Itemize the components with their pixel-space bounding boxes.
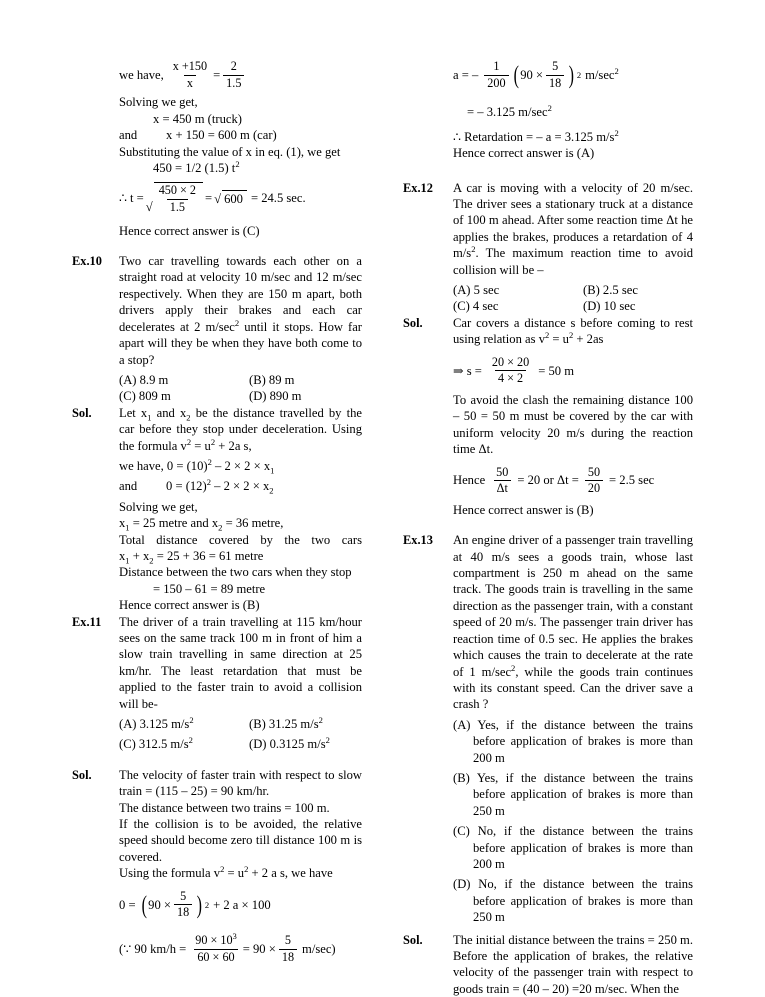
x-truck-value: x = 450 m (truck): [153, 111, 242, 126]
equation-a-equals: a = – $\frac{1}{200}$ ( 90 × $\frac{5}{18}$ ) 2 $m/\sec^2$: [453, 59, 619, 90]
option-a[interactable]: [119, 716, 249, 732]
superscript-2: 2: [207, 456, 212, 467]
relation-intro: Car covers a distance s before coming to rest using relation as v: [453, 315, 693, 347]
equals-sign-2: =: [205, 191, 213, 206]
example-11-block: [72, 614, 362, 753]
solution-11-line-1: The velocity of faster train with respect to slow train = (115 – 25) = 90 km/hr.: [119, 767, 362, 799]
solution-10-sum: [119, 548, 362, 564]
hence-answer-b: Hence correct answer is (B): [453, 502, 594, 517]
square-root-450x2-over-1point5: [146, 182, 203, 214]
equation-450: [119, 160, 362, 176]
example-13-option-b[interactable]: (B) Yes, if the distance between the trains before application of brakes is more than 250 m: [453, 770, 693, 818]
subscript-1: 1: [147, 412, 152, 423]
fraction-denominator: 60 × 60: [194, 949, 237, 965]
superscript-2: 2: [325, 735, 330, 746]
solution-12-block: [403, 315, 693, 518]
option-b[interactable]: (B) 2.5 sec: [583, 282, 638, 297]
square-root-600: [214, 190, 247, 206]
left-paren: (: [513, 59, 519, 89]
superscript-2b: 2: [244, 864, 249, 875]
example-11-label: Ex.11: [72, 614, 102, 629]
solution-11-block: [72, 767, 362, 964]
fraction-denominator: 18: [174, 904, 192, 920]
example-10-body: [119, 253, 362, 405]
result-text: = – 3.125 m/sec: [467, 105, 548, 120]
equation-hence-delta-t: [453, 466, 693, 496]
option-c[interactable]: (C) 809 m: [119, 389, 171, 404]
solution-10-block: [72, 405, 362, 614]
superscript-2: 2: [189, 714, 194, 725]
example-10-options-row-1: [119, 372, 362, 388]
left-paren: (: [141, 889, 147, 919]
subscript-1: 1: [125, 555, 130, 566]
solution-10-solving: Solving we get,: [119, 499, 198, 514]
superscript-2a: 2: [186, 436, 192, 447]
superscript-2: 2: [547, 103, 552, 114]
parenthesized-expression: [512, 60, 576, 90]
and-label: and: [119, 479, 138, 494]
text-equals-u: = u: [191, 438, 211, 453]
numerator-text: 90 × 10: [195, 933, 233, 947]
option-d-text: (D) 0.3125 m/s: [249, 737, 326, 752]
subscript-2: 2: [149, 555, 154, 566]
superscript-3: 3: [232, 931, 237, 941]
solution-12-line-1: [453, 315, 693, 348]
subscript-1: 1: [125, 522, 130, 533]
fraction-numerator: 50: [587, 464, 601, 479]
fraction-denominator: Δt: [494, 480, 511, 496]
fraction-90x10cubed-over-3600: [192, 931, 239, 964]
sum-result: = 25 + 36 = 61 metre: [153, 548, 264, 563]
subscript-2: 2: [269, 485, 274, 496]
solution-12-body: [453, 315, 693, 518]
relation-mid: = u: [549, 332, 569, 347]
solution-10-distance-text: Distance between the two cars when they stop: [119, 565, 352, 580]
fraction-x-plus-150-over-x: [170, 60, 210, 90]
fraction-numerator: 5: [180, 888, 187, 903]
continued-solution-11-body: [453, 59, 693, 162]
fraction-5-over-18: [174, 890, 192, 920]
text-plus-2as: + 2a s,: [215, 438, 252, 453]
continued-solution-block: [72, 59, 362, 239]
relation-end: + 2as: [573, 332, 604, 347]
fraction-numerator: [192, 931, 239, 949]
solution-11-line-4: [119, 865, 362, 881]
superscript-2b: 2: [568, 330, 574, 340]
option-b[interactable]: (B) 89 m: [249, 372, 295, 387]
radical-symbol: √: [145, 200, 153, 215]
solution-10-line-1: [119, 405, 362, 454]
hence-answer-c: Hence correct answer is (C): [119, 223, 260, 238]
option-c[interactable]: [119, 736, 249, 752]
and-equation: [166, 478, 274, 494]
continued-solution-11-block: [403, 59, 693, 162]
fraction-2-over-1point5: [223, 60, 244, 90]
superscript-2: 2: [471, 243, 476, 254]
subscript-1: 1: [270, 465, 275, 476]
option-a[interactable]: (A) 8.9 m: [119, 372, 169, 387]
equation-s-equals: [453, 356, 693, 386]
paren-90-times: 90 ×: [148, 897, 172, 912]
subscript-2: 2: [186, 412, 191, 423]
text-and-x: and x: [151, 405, 187, 420]
option-d[interactable]: (D) 890 m: [249, 389, 302, 404]
solution-13-block: [403, 932, 693, 997]
option-c[interactable]: (C) 4 sec: [453, 299, 499, 314]
superscript-2: 2: [188, 735, 193, 746]
example-12-options-row-2: [453, 298, 693, 314]
fraction-denominator: x: [184, 75, 196, 91]
superscript-2a: 2: [220, 864, 225, 875]
fraction-denominator: 1.5: [167, 199, 188, 215]
equation-note-90kmh: [119, 931, 362, 964]
substituting-text: Substituting the value of x in eq. (1), we get: [119, 144, 341, 159]
example-12-options-row-1: [453, 282, 693, 298]
example-12-block: [403, 180, 693, 315]
example-13-option-a[interactable]: (A) Yes, if the distance between the trains before application of brakes is more than 200 m: [453, 717, 693, 765]
solution-13-line-1: The initial distance between the trains = 250 m. Before the application of brakes, the relative velocity of the passenger train with respect to goods train = (40 – 20) =20 m/sec. When the: [453, 932, 693, 996]
t-equals: t =: [130, 191, 144, 206]
note-equals-90: = 90 ×: [242, 941, 276, 956]
example-10-options-row-2: [119, 388, 362, 404]
fraction-numerator: 1: [493, 59, 500, 73]
right-paren: ): [196, 889, 203, 919]
superscript-2: 2: [511, 662, 516, 673]
option-d[interactable]: [249, 736, 330, 752]
question-part-2: , while the goods train continues with its constant speed. Can the driver save a crash ?: [453, 664, 693, 712]
example-13-option-c[interactable]: (C) No, if the distance between the trains before application of brakes is more than 200 m: [453, 824, 693, 871]
paren-90-times: 90 ×: [520, 67, 544, 82]
radicand: 600: [222, 190, 247, 206]
solution-10-hence: Hence correct answer is (B): [119, 598, 260, 613]
arrow-s-equals: ⇒ s =: [453, 363, 482, 378]
example-12-body: [453, 180, 693, 315]
s-result: = 50 m: [538, 363, 574, 378]
hence-middle-text: = 20 or Δt =: [517, 473, 579, 488]
solution-11-body: [119, 767, 362, 964]
solution-10-and-row: [119, 478, 362, 494]
option-c-text: (C) 312.5 m/s: [119, 737, 189, 752]
example-11-body: [119, 614, 362, 753]
subscript-2: 2: [218, 522, 223, 533]
parenthesized-expression: [140, 890, 204, 920]
equation-we-have: [119, 60, 362, 90]
therefore-symbol: ∴: [119, 191, 128, 206]
fraction-450x2-over-1point5: [156, 184, 199, 214]
x1-label: x: [119, 516, 126, 531]
fraction-numerator: x +150: [172, 59, 208, 73]
fraction-numerator: 20 × 20: [491, 354, 530, 369]
text-formula-intro: be the distance travelled by the car before they stop under deceleration. Using the formula v: [119, 405, 363, 453]
sum-x1: x: [119, 548, 126, 563]
equals-sign: =: [213, 67, 221, 82]
solution-10-body: [119, 405, 362, 614]
example-13-option-d[interactable]: (D) No, if the distance between the trains before application of brakes is more than 250 m: [453, 877, 693, 925]
formula-end: + 2 a s, we have: [248, 866, 333, 881]
fraction-denominator: 1.5: [223, 75, 244, 91]
and-eq-start: 0 = (12): [166, 479, 207, 494]
question-part-1: An engine driver of a passenger train travelling at 40 m/s sees a goods train, whose last compartment is 250 m ahead on the same track. The goods train is travelling in the same direction as the passenger train, with a constant speed of 20 m/s. The passenger train driver has reaction time of 0.5 sec. He applies the brakes which causes the train to decelerate at the rate of 1 m/sec: [453, 533, 693, 679]
we-have-eq-end: – 2 × 2 × x: [211, 458, 271, 473]
example-11-options-row-1: [119, 716, 362, 732]
example-11-options-row-2: [119, 736, 362, 752]
fraction-1-over-200: [484, 60, 508, 90]
retardation-line: [453, 129, 693, 145]
equation-t-sqrt: [119, 182, 362, 214]
superscript-2: 2: [206, 477, 211, 488]
example-10-block: [72, 253, 362, 405]
fraction-numerator: 5: [284, 933, 291, 947]
result-minus-3point125: [453, 104, 693, 120]
example-13-block: [403, 532, 693, 925]
note-close: m/sec): [302, 941, 336, 956]
text-let-x: Let x: [119, 405, 148, 420]
we-have-text: we have,: [119, 67, 164, 82]
plus-2a-100: + 2 a × 100: [213, 897, 271, 912]
fraction-denominator: 20: [585, 480, 603, 496]
superscript-2b: 2: [210, 436, 216, 447]
a-equals-minus: a = –: [453, 67, 479, 82]
question-part-2: until it stops. How far apart will they be when they have both come to a stop?: [119, 319, 362, 367]
question-part-2: . The maximum reaction time to avoid collision will be –: [453, 246, 693, 277]
delta-t-result: = 2.5 sec: [609, 473, 655, 488]
fraction-numerator: 2: [230, 59, 237, 73]
and-eq-end: – 2 × 2 × x: [210, 479, 270, 494]
note-open: (∵ 90 km/h =: [119, 941, 187, 956]
sum-plus: + x: [129, 548, 150, 563]
hence-answer-a: Hence correct answer is (A): [453, 146, 595, 161]
solution-10-x-values: [119, 515, 362, 531]
continued-solution-body: [119, 59, 362, 239]
hence-label: Hence: [453, 473, 486, 488]
formula-intro: Using the formula v: [119, 866, 221, 881]
solving-we-get-text: Solving we get,: [119, 95, 198, 110]
question-part-1: Two car travelling towards each other on a straight road at velocity 10 m/sec and 12 m/sec respectively. When they are 150 m apart, both drivers apply their brakes and each car decelerates at 2 m/sec: [119, 254, 362, 334]
solution-12-label: Sol.: [403, 315, 423, 330]
fraction-50-over-delta-t: [493, 466, 511, 496]
equation-zero-equals: 0 = ( 90 × $\frac{5}{18}$ ) 2 + 2 a × 100: [119, 888, 271, 920]
zero-equals: 0 =: [119, 897, 136, 912]
equation-450-text: 450 = 1/2 (1.5) t: [153, 160, 236, 175]
x2-value: = 36 metre,: [222, 516, 284, 531]
solution-13-body: [453, 932, 693, 997]
option-d[interactable]: (D) 10 sec: [583, 299, 636, 314]
solution-10-result: = 150 – 61 = 89 metre: [153, 581, 266, 596]
and-x-car-row: [119, 127, 362, 143]
fraction-numerator: 450 × 2: [158, 183, 197, 198]
example-12-question: [453, 180, 693, 278]
formula-mid: = u: [224, 866, 245, 881]
x-car-value: x + 150 = 600 m (car): [166, 128, 277, 143]
question-part-1: A car is moving with a velocity of 20 m/sec. The driver sees a stationary truck at a distance of 100 m ahead. After some reaction time Δt he applies the brakes, produces a retardation of 4 m/s: [453, 180, 693, 261]
example-13-label: Ex.13: [403, 533, 433, 548]
solution-11-label: Sol.: [72, 767, 92, 782]
solution-12-line-2: To avoid the clash the remaining distance 100 – 50 = 50 m must be covered by the car with uniform velocity 20 m/s during the reaction time Δt.: [453, 392, 693, 457]
solution-10-label: Sol.: [72, 405, 92, 420]
option-a[interactable]: (A) 5 sec: [453, 282, 500, 297]
radicand: [154, 182, 203, 214]
fraction-denominator: 4 × 2: [495, 370, 526, 386]
fraction-5-over-18-note: [279, 934, 297, 964]
option-a-text: (A) 3.125 m/s: [119, 717, 190, 732]
superscript-2: 2: [234, 317, 240, 328]
superscript-2: 2: [318, 714, 323, 725]
example-13-question: [453, 532, 693, 712]
x1-value: = 25 metre and x: [129, 516, 219, 531]
option-b[interactable]: [249, 716, 323, 732]
and-label: and: [119, 128, 138, 143]
we-have-eq-start: we have, 0 = (10): [119, 458, 208, 473]
right-paren: ): [568, 59, 575, 89]
left-column: [72, 59, 363, 964]
solution-10-total-distance: Total distance covered by the two cars: [119, 532, 362, 547]
example-11-question: The driver of a train travelling at 115 km/hour sees on the same track 100 m in front of him a slow train travelling in same direction at 25 km/hr. The least retardation that must be applied to the faster train to avoid a collision will be-: [119, 614, 362, 711]
example-12-label: Ex.12: [403, 180, 433, 195]
fraction-numerator: 50: [496, 464, 509, 479]
fraction-denominator: 18: [546, 75, 564, 91]
superscript-2: 2: [614, 127, 619, 138]
fraction-numerator: 5: [552, 59, 559, 73]
retardation-text: ∴ Retardation = – a = 3.125 m/s: [453, 129, 615, 144]
superscript-2: 2: [235, 158, 240, 169]
solution-13-label: Sol.: [403, 932, 423, 947]
example-10-question: [119, 253, 362, 368]
solution-10-we-have: [119, 458, 362, 474]
units-label: m/sec: [585, 67, 615, 82]
option-b-text: (B) 31.25 m/s: [249, 717, 319, 732]
units-text: [585, 65, 619, 82]
fraction-20x20-over-4x2: [489, 356, 532, 386]
example-10-label: Ex.10: [72, 254, 102, 269]
solution-11-line-3: If the collision is to be avoided, the relative speed should become zero till distance 100 m is covered.: [119, 817, 362, 864]
fraction-5-over-18: [546, 60, 564, 90]
right-column: [403, 59, 693, 997]
fraction-denominator: 18: [279, 949, 297, 965]
superscript-2: 2: [614, 65, 619, 76]
fraction-50-over-20: [585, 466, 603, 496]
superscript-2a: 2: [545, 330, 550, 340]
radical-symbol: √: [214, 192, 222, 207]
example-13-body: [453, 532, 693, 925]
sqrt-result: = 24.5 sec.: [250, 191, 306, 206]
fraction-denominator: 200: [484, 75, 508, 91]
solution-11-line-2: The distance between two trains = 100 m.: [119, 800, 330, 815]
